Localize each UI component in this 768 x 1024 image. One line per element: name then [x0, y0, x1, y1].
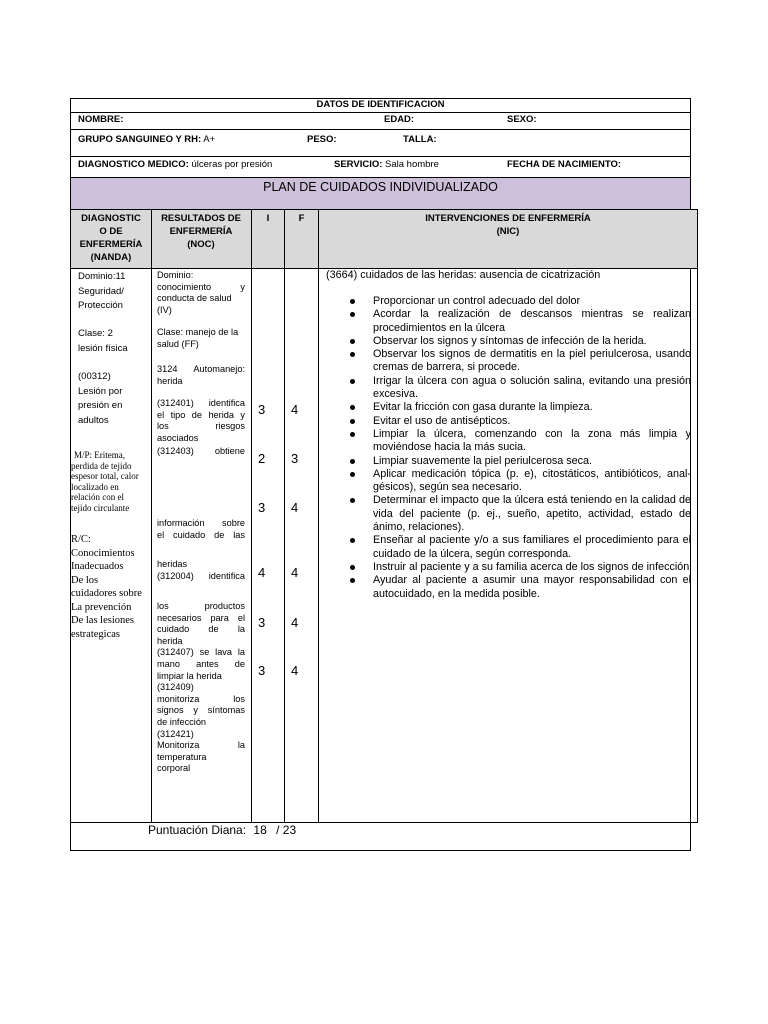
puntuacion-diana: [148, 823, 296, 837]
nic-content: [326, 269, 691, 601]
col-header-noc: RESULTADOS DE ENFERMERÍA (NOC): [161, 213, 241, 250]
puntuacion-value: 18: [253, 823, 267, 837]
noc-productos: los productos necesarios para el cuidado de la herida (312407) se lava la mano antes de limpiar la herida (312409) monitoriza los signos y síntomas de infección (312421) Monitoriza la temperatura corporal: [157, 601, 245, 774]
bullet-icon: [350, 538, 355, 543]
list-item: Enseñar al paciente y/o a sus familiares el procedimiento para el cuidado de la úlcera, según corresponda.: [326, 534, 691, 561]
list-item: Observar los signos de dermatitis en la piel periulcerosa, usando cremas de barrera, si procede.: [326, 348, 691, 375]
score-f: 3: [291, 451, 299, 466]
score-i: 3: [258, 663, 266, 678]
bullet-icon: [350, 352, 355, 357]
col-header-i: I: [266, 213, 270, 224]
list-item: Ayudar al paciente a asumir una mayor responsabilidad con el autocuidado, en la medida posible.: [326, 574, 691, 601]
list-item: Limpiar la úlcera, comenzando con la zona más limpia y moviéndose hacia la más sucia.: [326, 428, 691, 455]
bullet-icon: [350, 578, 355, 583]
col-header-f: F: [298, 213, 305, 224]
nanda-relacionado-con: R/C: Conocimientos Inadecuados De los cuidadores sobre La prevención De las lesiones estrategicas: [71, 534, 142, 640]
nanda-dominio: Dominio:11 Seguridad/ Protección: [78, 271, 126, 311]
list-item: Determinar el impacto que la úlcera está teniendo en la calidad de vida del paciente (p. ej., sueño, apetito, actividad, estado de ánimo, relaciones).: [326, 494, 691, 534]
sexo-label: SEXO:: [507, 114, 537, 125]
bullet-icon: [350, 498, 355, 503]
noc-clase: Clase: manejo de la salud (FF): [157, 327, 239, 349]
nanda-clase: Clase: 2 lesión física: [78, 328, 128, 354]
list-item: Instruir al paciente y a su familia acerca de los signos de infección: [326, 561, 691, 574]
diagnostico-label: DIAGNOSTICO MEDICO:: [78, 159, 189, 170]
list-item: Acordar la realización de descansos mientras se realizan procedimientos en la úlcera: [326, 308, 691, 335]
puntuacion-total: / 23: [276, 823, 297, 837]
noc-indicador-312403: (312403) obtiene: [157, 446, 245, 456]
diagnostico-row: [78, 159, 272, 170]
score-f: 4: [291, 402, 299, 417]
score-f: 4: [291, 500, 299, 515]
bullet-icon: [350, 299, 355, 304]
peso-label: PESO:: [307, 134, 337, 145]
score-i: 4: [258, 565, 266, 580]
plan-title: PLAN DE CUIDADOS INDIVIDUALIZADO: [263, 180, 498, 194]
grupo-value: A+: [203, 134, 216, 145]
edad-label: EDAD:: [384, 114, 415, 125]
bullet-icon: [350, 405, 355, 410]
servicio-value: Sala hombre: [385, 159, 439, 170]
bullet-icon: [350, 312, 355, 317]
talla-label: TALLA:: [403, 134, 437, 145]
noc-informacion: información sobre el cuidado de las: [157, 518, 245, 540]
list-item: Proporcionar un control adecuado del dolor: [326, 295, 691, 308]
list-item: Limpiar suavemente la piel periulcerosa seca.: [326, 455, 691, 468]
score-f: 4: [291, 565, 299, 580]
bullet-icon: [350, 432, 355, 437]
noc-automanejo: 3124 Automanejo: herida: [157, 364, 245, 386]
bullet-icon: [350, 565, 355, 570]
bullet-icon: [350, 472, 355, 477]
nic-title: (3664) cuidados de las heridas: ausencia de cicatrización: [326, 269, 601, 281]
nombre-row: [78, 114, 123, 125]
list-item: Evitar la fricción con gasa durante la limpieza.: [326, 401, 691, 414]
fecha-nacimiento-label: FECHA DE NACIMIENTO:: [507, 159, 621, 170]
score-f: 4: [291, 663, 299, 678]
score-i: 2: [258, 451, 266, 466]
diagnostico-value: úlceras por presión: [191, 159, 273, 170]
score-i: 3: [258, 500, 266, 515]
nic-list: [326, 295, 691, 601]
list-item: Aplicar medicación tópica (p. e), citostáticos, antibióticos, anal-gésicos), según sea necesario.: [326, 468, 691, 495]
noc-indicador-312401: (312401) identifica el tipo de herida y los riesgos asociados: [157, 398, 245, 443]
score-i: 3: [258, 402, 266, 417]
nanda-diagnostico: (00312) Lesión por presión en adultos: [78, 371, 123, 426]
list-item: Observar los signos y síntomas de infección de la herida.: [326, 335, 691, 348]
col-header-nic: INTERVENCIONES DE ENFERMERÍA (NIC): [425, 213, 591, 237]
list-item: Irrigar la úlcera con agua o solución salina, evitando una presión excesiva.: [326, 375, 691, 402]
servicio-label: SERVICIO:: [334, 159, 383, 170]
bullet-icon: [350, 379, 355, 384]
puntuacion-label: Puntuación Diana:: [148, 823, 247, 837]
bullet-icon: [350, 339, 355, 344]
bullet-icon: [350, 419, 355, 424]
grupo-row: [78, 134, 215, 145]
noc-dominio: Dominio: conocimiento y conducta de salud (IV): [157, 270, 245, 315]
nanda-manifestaciones: M/P: Eritema, perdida de tejido espesor total, calor localizado en relación con el tejido circulante: [71, 450, 139, 513]
col-header-nanda: DIAGNOSTIC O DE ENFERMERÍA (NANDA): [79, 213, 143, 263]
grupo-label: GRUPO SANGUINEO Y RH:: [78, 134, 202, 145]
nombre-label: NOMBRE:: [78, 114, 124, 125]
bullet-icon: [350, 459, 355, 464]
noc-indicador-312004: heridas (312004) identifica: [157, 559, 245, 581]
identification-title: DATOS DE IDENTIFICACION: [316, 99, 445, 110]
score-f: 4: [291, 615, 299, 630]
list-item: Evitar el uso de antisépticos.: [326, 415, 691, 428]
score-i: 3: [258, 615, 266, 630]
